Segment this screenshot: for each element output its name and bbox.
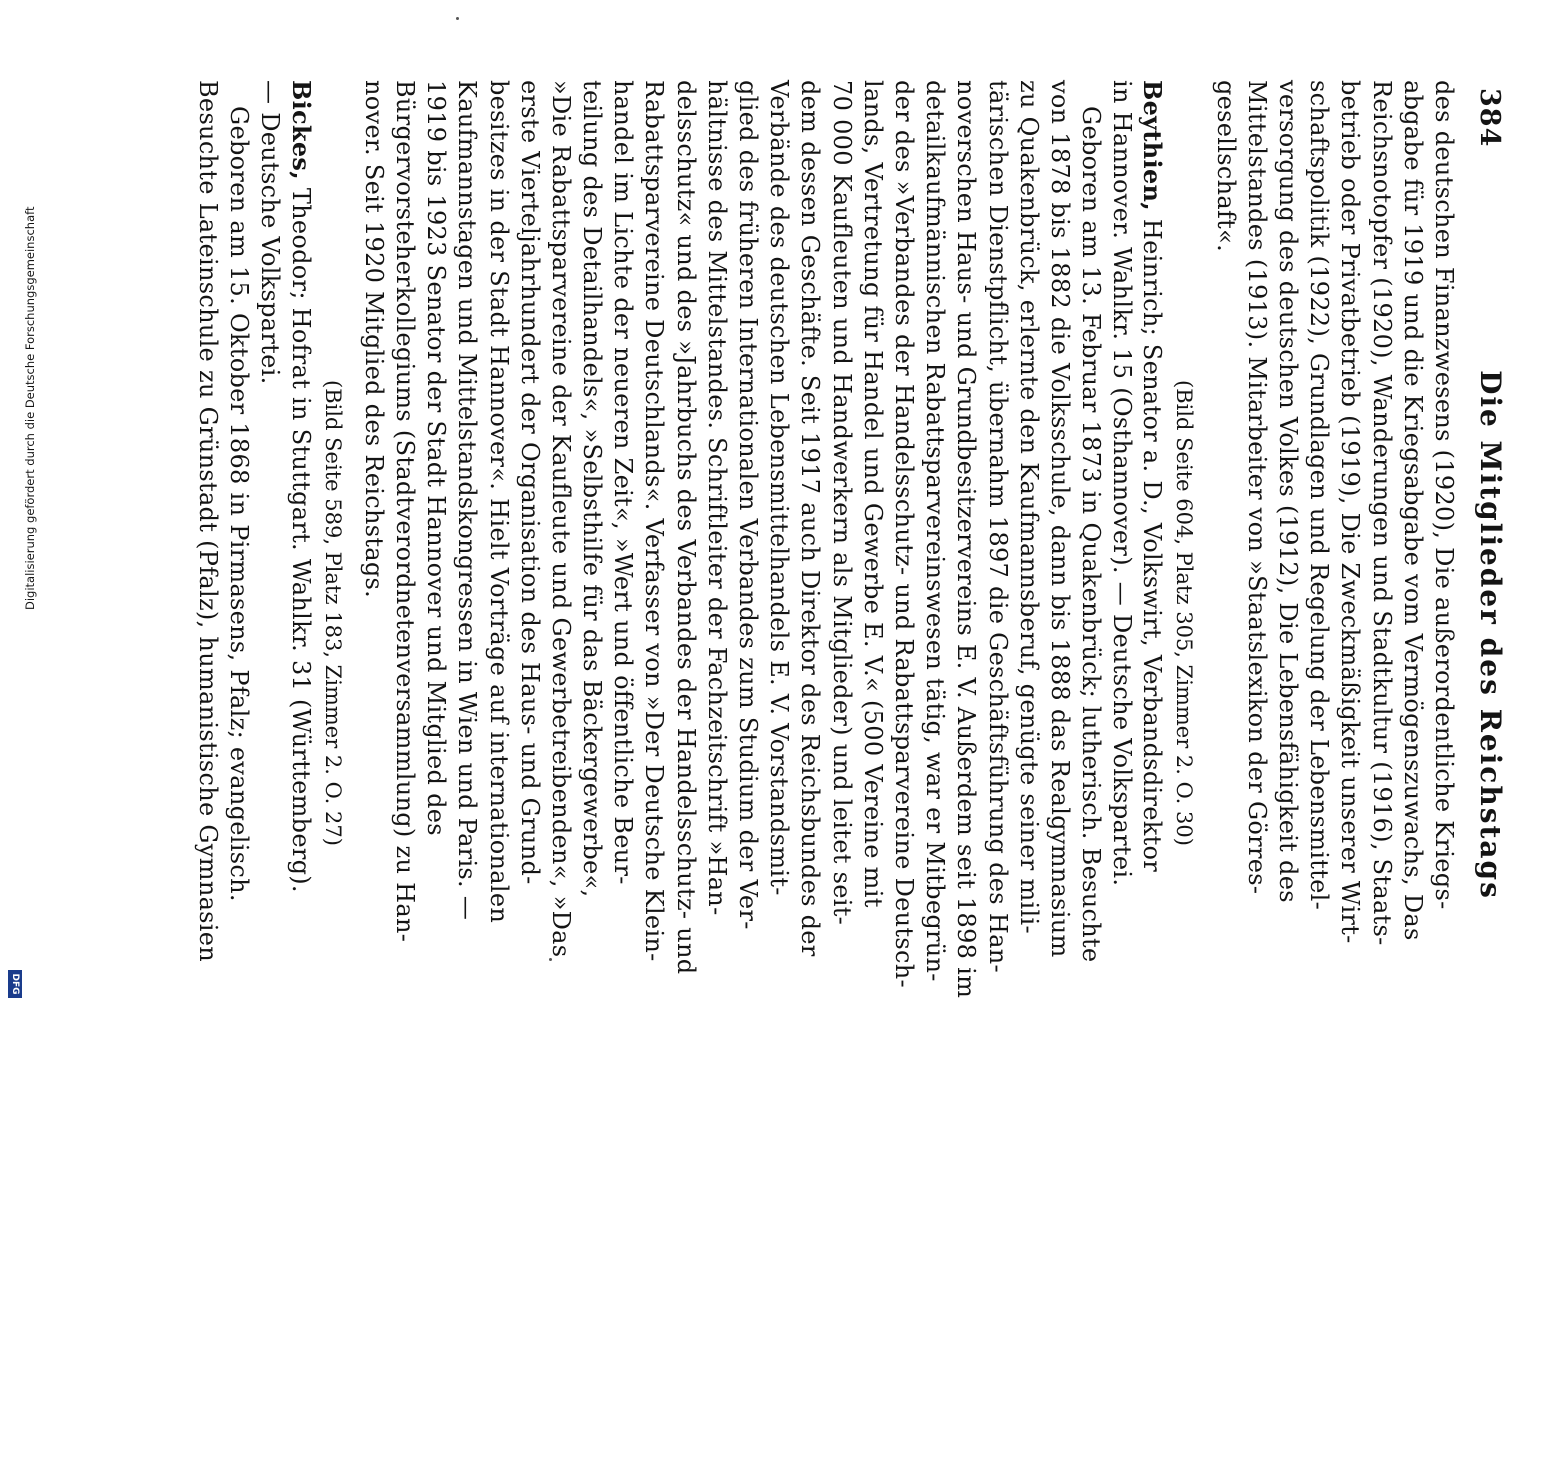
digitization-credit: Digitalisierung gefördert durch die Deutsche Forschungsgemeinschaft [23,206,37,610]
text-line: Reichsnotopfer (1920), Wanderungen und Stadtkultur (1916), Staats- [1367,80,1396,946]
entry-bickes [192,80,317,1480]
entry-heading-line [1137,80,1168,1480]
text-line: Besuchte Lateinschule zu Grünstadt (Pfalz), humanistische Gymnasien [194,80,223,963]
text-line: dem dessen Geschäfte. Seit 1917 auch Direktor des Reichsbundes der [796,80,825,957]
running-title: Die Mitglieder des Reichstags [1474,370,1507,900]
page-body [192,80,1459,1480]
text-line: Geboren am 13. Februar 1873 in Quakenbrück; lutherisch. Besuchte [1077,106,1106,963]
entry-continuation [1210,80,1460,1480]
text-line: tärischen Dienstpflicht, übernahm 1897 die Geschäftsführung des Han- [983,80,1012,973]
text-line: Verbände des deutschen Lebensmittelhandels E. V. Vorstandsmit- [765,80,794,896]
text-line: teilung des Detailhandels«, »Selbsthilfe für das Bäckergewerbe«, [578,80,607,898]
text-line: zu Quakenbrück, erlernte den Kaufmannsberuf, genügte seiner mili- [1014,80,1043,934]
text-line: nover. Seit 1920 Mitglied des Reichstags. [359,80,388,599]
text-line: — Deutsche Volkspartei. [256,80,285,385]
text-line: hältnisse des Mittelstandes. Schriftleiter der Fachzeitschrift »Han- [702,80,731,916]
text-line: detailkaufmännischen Rabattsparvereinswesen tätig, war er Mitbegrün- [921,80,950,982]
text-line: von 1878 bis 1882 die Volksschule, dann bis 1888 das Realgymnasium [1045,80,1074,958]
text-line: abgabe für 1919 und die Kriegsabgabe vom Vermögenszuwachs, Das [1398,80,1427,941]
member-name: Beythien, [1138,80,1168,211]
text-line: Mittelstandes (1913). Mitarbeiter von »Staatslexikon der Görres- [1242,80,1271,895]
text-line: lands, Vertretung für Handel und Gewerbe E. V.« (500 Vereine mit [858,80,887,908]
text-line: des deutschen Finanzwesens (1920), Die außerordentliche Kriegs- [1430,80,1458,910]
picture-reference: (Bild Seite 589, Platz 183, Zimmer 2. O. 27) [320,380,345,846]
entry-beythien [358,80,1169,1480]
entry-heading-line [285,80,316,1480]
page-number: 384 [1474,88,1505,148]
text-line: gesellschaft«. [1211,80,1240,253]
text-line: betrieb oder Privatbetrieb (1919), Die Zweckmäßigkeit unserer Wirt- [1336,80,1365,944]
dfg-logo: DFG [8,970,22,998]
text-line: noverschen Haus- und Grundbesitzervereins E. V. Außerdem seit 1898 im [952,80,981,999]
text-line: delsschutz« und des »Jahrbuchs des Verbandes der Handelsschutz- und [671,80,700,975]
text-line: besitzes in der Stadt Hannover«. Hielt Vorträge auf internationalen [484,80,513,924]
text-line: Kaufmannstagen und Mittelstandskongressen in Wien und Paris. — [453,80,482,921]
scan-speck [549,958,552,961]
text-line: 70 000 Kaufleuten und Handwerkern als Mitglieder) und leitet seit- [827,80,856,926]
text-line: Rabattsparvereine Deutschlands«. Verfasser von »Der Deutsche Klein- [640,80,669,962]
member-title: Heinrich; Senator a. D., Volkswirt, Verbandsdirektor [1138,210,1167,873]
text-line: in Hannover. Wahlkr. 15 (Osthannover). — Deutsche Volkspartei. [1108,80,1137,887]
page-header [1457,0,1567,1000]
text-line: erste Vierteljahrhundert der Organisation des Haus- und Grund- [515,80,544,885]
text-line: schaftspolitik (1922), Grundlagen und Regelung der Lebensmittel- [1305,80,1334,911]
text-line: handel im Lichte der neueren Zeit«, »Wert und öffentliche Beur- [609,80,638,885]
text-line: Bürgervorsteherkollegiums (Stadtverordnetenversammlung) zu Han- [391,80,419,943]
scan-speck [456,17,459,20]
member-name: Bickes, [286,80,316,180]
text-line: »Die Rabattsparvereine der Kaufleute und Gewerbetreibenden«, »Das [546,80,575,958]
text-line: 1919 bis 1923 Senator der Stadt Hannover und Mitglied des [422,80,451,836]
text-line: der des »Verbandes der Handelsschutz- und Rabattsparvereine Deutsch- [890,80,918,988]
member-title: Theodor; Hofrat in Stuttgart. Wahlkr. 31 (Württemberg). [286,179,315,893]
digitization-credit-bar [0,0,37,1000]
text-line: versorgung des deutschen Volkes (1912), Die Lebensfähigkeit des [1274,80,1303,903]
picture-reference: (Bild Seite 604, Platz 305, Zimmer 2. O. 30) [1172,380,1197,846]
text-line: Geboren am 15. Oktober 1868 in Pirmasens, Pfalz; evangelisch. [225,106,254,902]
text-line: glied des früheren Internationalen Verbandes zum Studium der Ver- [734,80,763,930]
